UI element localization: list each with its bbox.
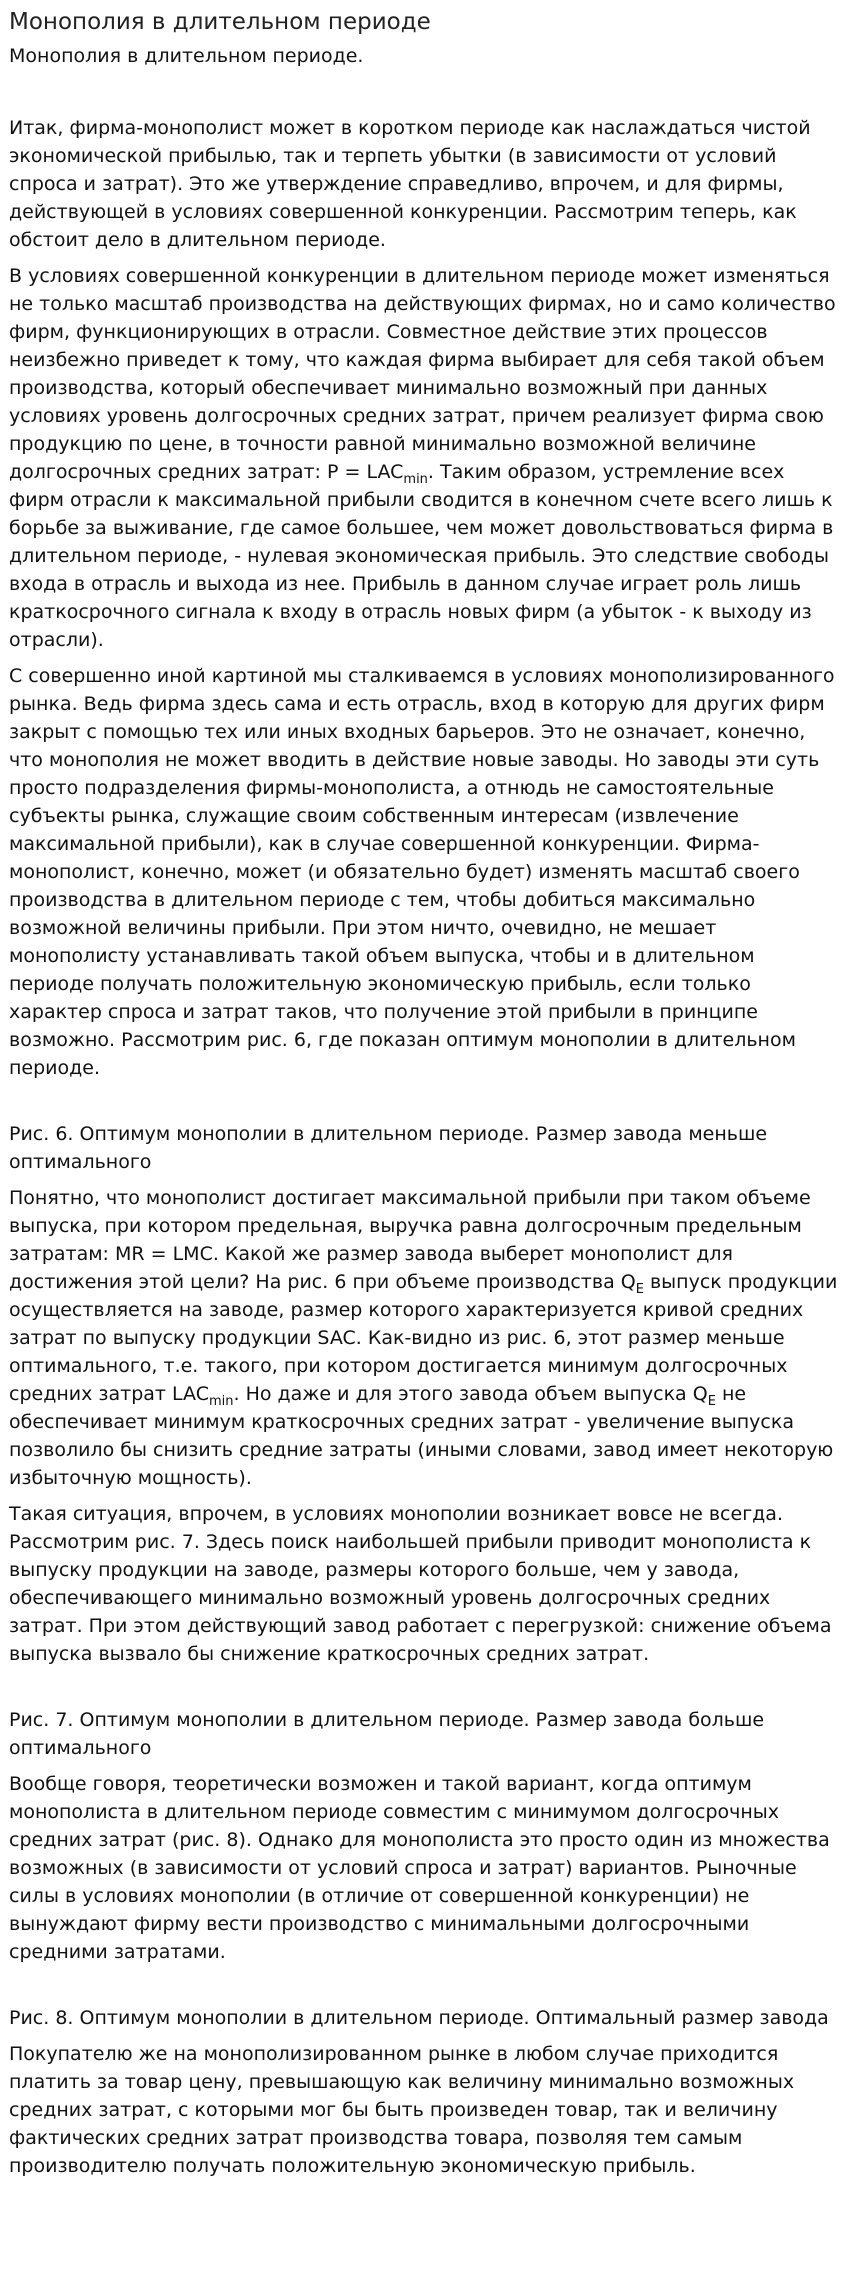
subscript: E	[707, 1393, 716, 1409]
text-run: . Но даже и для этого завода объем выпуска Q	[233, 1383, 708, 1405]
paragraph-theoretical-variant: Вообще говоря, теоретически возможен и такой вариант, когда оптимум монополиста в длительном периоде совместим с минимумом долгосрочных средних затрат (рис. 8). Однако для монополиста это просто один из множества возможных (в зависимости от условий спроса и затрат) вариантов. Рыночные силы в условиях монополии (в отличие от совершенной конкуренции) не вынуждают фирму вести производство с минимальными долгосрочными средними затратами.	[9, 1773, 830, 1963]
figure-caption-7: Рис. 7. Оптимум монополии в длительном периоде. Размер завода больше оптимального	[9, 1709, 765, 1759]
text-run: не обеспечивает минимум краткосрочных средних затрат - увеличение выпуска позволило бы снизить средние затраты (иными словами, завод имеет некоторую избыточную мощность).	[9, 1383, 834, 1489]
text-run: Понятно, что монополист достигает максимальной прибыли при таком объеме выпуска, при котором предельная, выручка равна долгосрочным предельным затратам: MR = LMC. Какой же размер завода выберет монополист для достижения этой цели? На рис. 6 при объеме производства Q	[9, 1187, 811, 1293]
paragraph-monopoly-market: С совершенно иной картиной мы сталкиваемся в условиях монополизированного рынка. Ведь фирма здесь сама и есть отрасль, вход в которую для других фирм закрыт с помощью тех или иных входных барьеров. Это не означает, конечно, что монополия не может вводить в действие новые заводы. Но заводы эти суть просто подразделения фирмы-монополиста, а отнюдь не самостоятельные субъекты рынка, служащие своим собственным интересам (извлечение максимальной прибыли), как в случае совершенной конкуренции. Фирма-монополист, конечно, может (и обязательно будет) изменять масштаб своего производства в длительном периоде с тем, чтобы добиться максимально возможной величины прибыли. При этом ничто, очевидно, не мешает монополисту устанавливать такой объем выпуска, чтобы и в длительном периоде получать положительную экономическую прибыль, если только характер спроса и затрат таков, что получение этой прибыли в принципе возможно. Рассмотрим рис. 6, где показан оптимум монополии в длительном периоде.	[9, 665, 835, 1079]
page-title: Монополия в длительном периоде	[9, 9, 431, 35]
figure-caption-6: Рис. 6. Оптимум монополии в длительном периоде. Размер завода меньше оптимального	[9, 1123, 768, 1173]
paragraph-overload: Такая ситуация, впрочем, в условиях монополии возникает вовсе не всегда. Рассмотрим рис. 7. Здесь поиск наибольшей прибыли приводит монополиста к выпуску продукции на заводе, размеры которого больше, чем у завода, обеспечивающего минимально возможный уровень долгосрочных средних затрат. При этом действующий завод работает с перегрузкой: снижение объема выпуска вызвало бы снижение краткосрочных средних затрат.	[9, 1503, 832, 1665]
paragraph-perfect-competition	[9, 262, 838, 654]
text-run: . Таким образом, устремление всех фирм отрасли к максимальной прибыли сводится в конечном счете всего лишь к борьбе за выживание, где самое большее, чем может довольствоваться фирма в длительном периоде, - нулевая экономическая прибыль. Это следствие свободы входа в отрасль и выхода из нее. Прибыль в данном случае играет роль лишь краткосрочного сигнала к входу в отрасль новых фирм (а убыток - к выходу из отрасли).	[9, 461, 834, 651]
figure-caption-8: Рис. 8. Оптимум монополии в длительном периоде. Оптимальный размер завода	[9, 2007, 829, 2029]
text-run: выпуск продукции осуществляется на заводе, размер которого характеризуется кривой средних затрат по выпуску продукции SAC. Как-видно из рис. 6, этот размер меньше оптимального, т.е. такого, при котором достигается минимум долгосрочных средних затрат LAC	[9, 1271, 838, 1405]
paragraph-buyer: Покупателю же на монополизированном рынке в любом случае приходится платить за товар цену, превышающую как величину минимально возможных средних затрат, с которыми мог бы быть произведен товар, так и величину фактических средних затрат производства товара, позволяя тем самым производителю получать положительную экономическую прибыль.	[9, 2043, 795, 2177]
subscript: E	[635, 1281, 644, 1297]
subscript: min	[208, 1393, 234, 1409]
paragraph-intro: Итак, фирма-монополист может в коротком периоде как наслаждаться чистой экономической прибылью, так и терпеть убытки (в зависимости от условий спроса и затрат). Это же утверждение справедливо, впрочем, и для фирмы, действующей в условиях совершенной конкуренции. Рассмотрим теперь, как обстоит дело в длительном периоде.	[9, 117, 811, 251]
text-run: В условиях совершенной конкуренции в длительном периоде может изменяться не только масштаб производства на действующих фирмах, но и само количество фирм, функционирующих в отрасли. Совместное действие этих процессов неизбежно приведет к тому, что каждая фирма выбирает для себя такой объем производства, который обеспечивает минимально возможный при данных условиях уровень долгосрочных средних затрат, причем реализует фирма свою продукцию по цене, в точности равной минимально возможной величине долгосрочных средних затрат: P = LAC	[9, 265, 836, 483]
subscript: min	[403, 471, 428, 487]
paragraph-monopoly-optimum	[9, 1184, 838, 1492]
page-subtitle: Монополия в длительном периоде.	[9, 45, 364, 67]
